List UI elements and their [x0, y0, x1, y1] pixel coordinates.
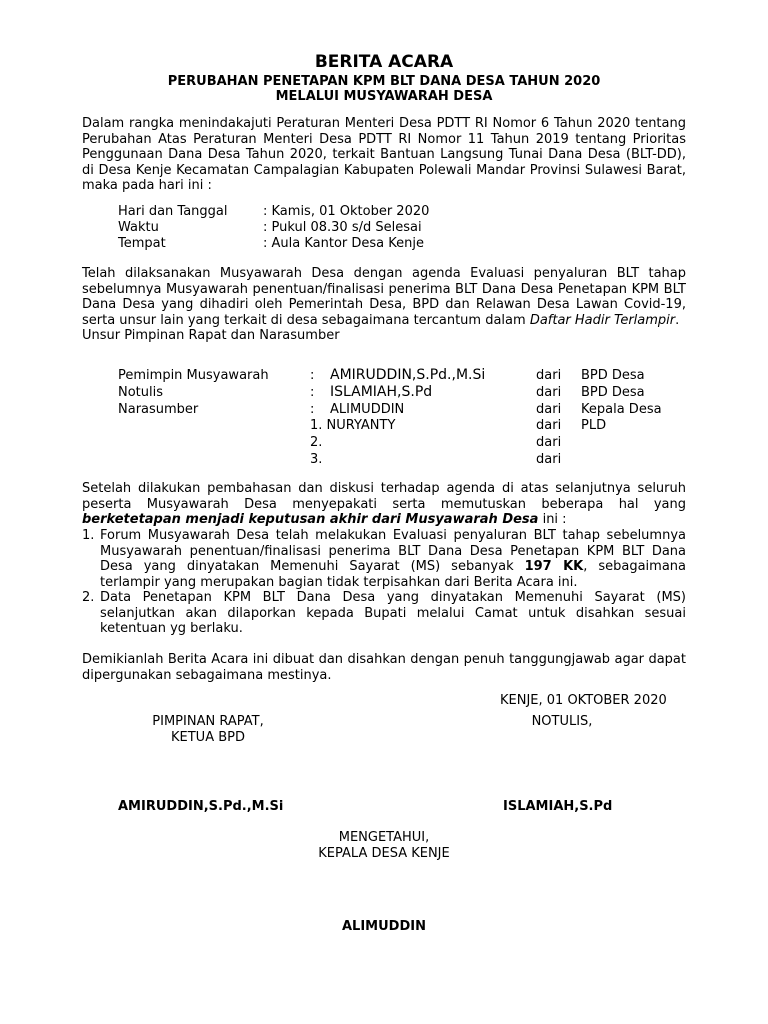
center-signature-title: MENGETAHUI, KEPALA DESA KENJE [318, 830, 450, 861]
document-subtitle [0, 74, 768, 104]
participant-org: PLD [581, 418, 607, 433]
participant-row [118, 418, 718, 435]
left-signature-name: AMIRUDDIN,S.Pd.,M.Si [118, 799, 284, 814]
item-number: 2. [82, 590, 95, 605]
participant-colon: : [310, 385, 315, 400]
event-value: : Kamis, 01 Oktober 2020 [263, 204, 430, 219]
agenda-paragraph: Telah dilaksanakan Musyawarah Desa dengan agenda Evaluasi penyaluran BLT tahap sebelumnya Musyawarah penentuan/finalisasi penerima BLT Dana Desa Penetapan KPM BLT Dana Desa yang dihadiri oleh Pemerintah Desa, BPD dan Relawan Desa Lawan Covid-19, serta unsur lain yang terkait di desa sebagaimana tercantum dalam Daftar Hadir Terlampir. Unsur Pimpinan Rapat dan Narasumber [82, 266, 686, 343]
event-label: Tempat [118, 236, 166, 251]
participant-role: Notulis [118, 385, 164, 400]
participant-org: Kepala Desa [581, 402, 662, 417]
participant-dari: dari [536, 368, 562, 383]
unsur-heading: Unsur Pimpinan Rapat dan Narasumber [82, 328, 340, 343]
place-date: KENJE, 01 OKTOBER 2020 [500, 693, 667, 708]
decision-emphasis: berketetapan menjadi keputusan akhir dari Musyawarah Desa [82, 512, 539, 527]
event-value: : Pukul 08.30 s/d Selesai [263, 220, 422, 235]
participant-name: ALIMUDDIN [330, 402, 405, 417]
participant-row [118, 435, 718, 452]
participant-org: BPD Desa [581, 368, 645, 383]
subtitle-line-1: PERUBAHAN PENETAPAN KPM BLT DANA DESA TAHUN 2020 [167, 74, 601, 89]
participant-name: ISLAMIAH,S.Pd [330, 384, 433, 400]
participant-row [118, 368, 718, 385]
event-value: : Aula Kantor Desa Kenje [263, 236, 424, 251]
right-signature-name: ISLAMIAH,S.Pd [503, 799, 613, 814]
event-label: Waktu [118, 220, 159, 235]
participant-dari: dari [536, 418, 562, 433]
participant-name: 3. [310, 452, 323, 467]
center-signature-name: ALIMUDDIN [342, 919, 426, 934]
intro-paragraph [82, 116, 686, 194]
closing-text: Demikianlah Berita Acara ini dibuat dan disahkan dengan penuh tanggungjawab agar dapat dipergunakan sebagaimana mestinya. [82, 652, 686, 683]
event-label: Hari dan Tanggal [118, 204, 228, 219]
participant-dari: dari [536, 452, 562, 467]
decision-list [82, 528, 686, 637]
participant-org: BPD Desa [581, 385, 645, 400]
kk-count: 197 KK [524, 559, 584, 574]
participant-row [118, 402, 718, 419]
participant-dari: dari [536, 435, 562, 450]
agenda-text: Telah dilaksanakan Musyawarah Desa dengan agenda Evaluasi penyaluran BLT tahap sebelumnya Musyawarah penentuan/finalisasi penerima BLT Dana Desa Penetapan KPM BLT Dana Desa yang dihadiri oleh Pemerintah Desa, BPD dan Relawan Desa Lawan Covid-19, serta unsur lain yang terkait di desa sebagaimana tercantum dalam [82, 266, 686, 328]
agenda-attachment-ref: Daftar Hadir Terlampir [529, 312, 676, 328]
participant-row [118, 385, 718, 402]
item-number: 1. [82, 528, 95, 543]
decision-text: Setelah dilakukan pembahasan dan diskusi terhadap agenda di atas selanjutnya seluruh peserta Musyawarah Desa menyepakati serta memutuskan beberapa hal yang [82, 481, 686, 512]
participant-colon: : [310, 368, 315, 383]
closing-paragraph [82, 652, 686, 683]
participant-row [118, 452, 718, 469]
decision-paragraph: Setelah dilakukan pembahasan dan diskusi terhadap agenda di atas selanjutnya seluruh peserta Musyawarah Desa menyepakati serta memutuskan beberapa hal yang berketetapan menjadi keputusan akhir dari Musyawarah Desa ini : [82, 481, 686, 527]
participant-dari: dari [536, 402, 562, 417]
participant-colon: : [310, 402, 315, 417]
subtitle-line-2: MELALUI MUSYAWARAH DESA [275, 89, 493, 104]
right-signature-title: NOTULIS, [531, 714, 593, 729]
decision-item: 1. Forum Musyawarah Desa telah melakukan Evaluasi penyaluran BLT tahap sebelumnya Musyawarah penentuan/finalisasi penerima BLT Dana Desa Penetapan KPM BLT Dana Desa yang dinyatakan Memenuhi Sayarat (MS) sebanyak 197 KK, sebagaimana terlampir yang merupakan bagian tidak terpisahkan dari Berita Acara ini. [82, 528, 686, 590]
document-title: BERITA ACARA [314, 52, 454, 72]
decision-item: 2. Data Penetapan KPM BLT Dana Desa yang dinyatakan Memenuhi Sayarat (MS) selanjutkan akan dilaporkan kepada Bupati melalui Camat untuk disahkan sesuai ketentuan yg berlaku. [82, 590, 686, 636]
participant-name: AMIRUDDIN,S.Pd.,M.Si [330, 367, 486, 383]
participant-name: 1. NURYANTY [310, 418, 396, 433]
left-signature-title: PIMPINAN RAPAT, KETUA BPD [152, 714, 264, 745]
participant-role: Pemimpin Musyawarah [118, 368, 269, 383]
participant-name: 2. [310, 435, 323, 450]
intro-text: Dalam rangka menindakajuti Peraturan Menteri Desa PDTT RI Nomor 6 Tahun 2020 tentang Perubahan Atas Peraturan Menteri Desa PDTT RI Nomor 11 Tahun 2019 tentang Prioritas Penggunaan Dana Desa Tahun 2020, terkait Bantuan Langsung Tunai Dana Desa (BLT-DD), di Desa Kenje Kecamatan Campalagian Kabupaten Polewali Mandar Provinsi Sulawesi Barat, maka pada hari ini : [82, 116, 686, 193]
participant-role: Narasumber [118, 402, 199, 417]
participant-dari: dari [536, 385, 562, 400]
